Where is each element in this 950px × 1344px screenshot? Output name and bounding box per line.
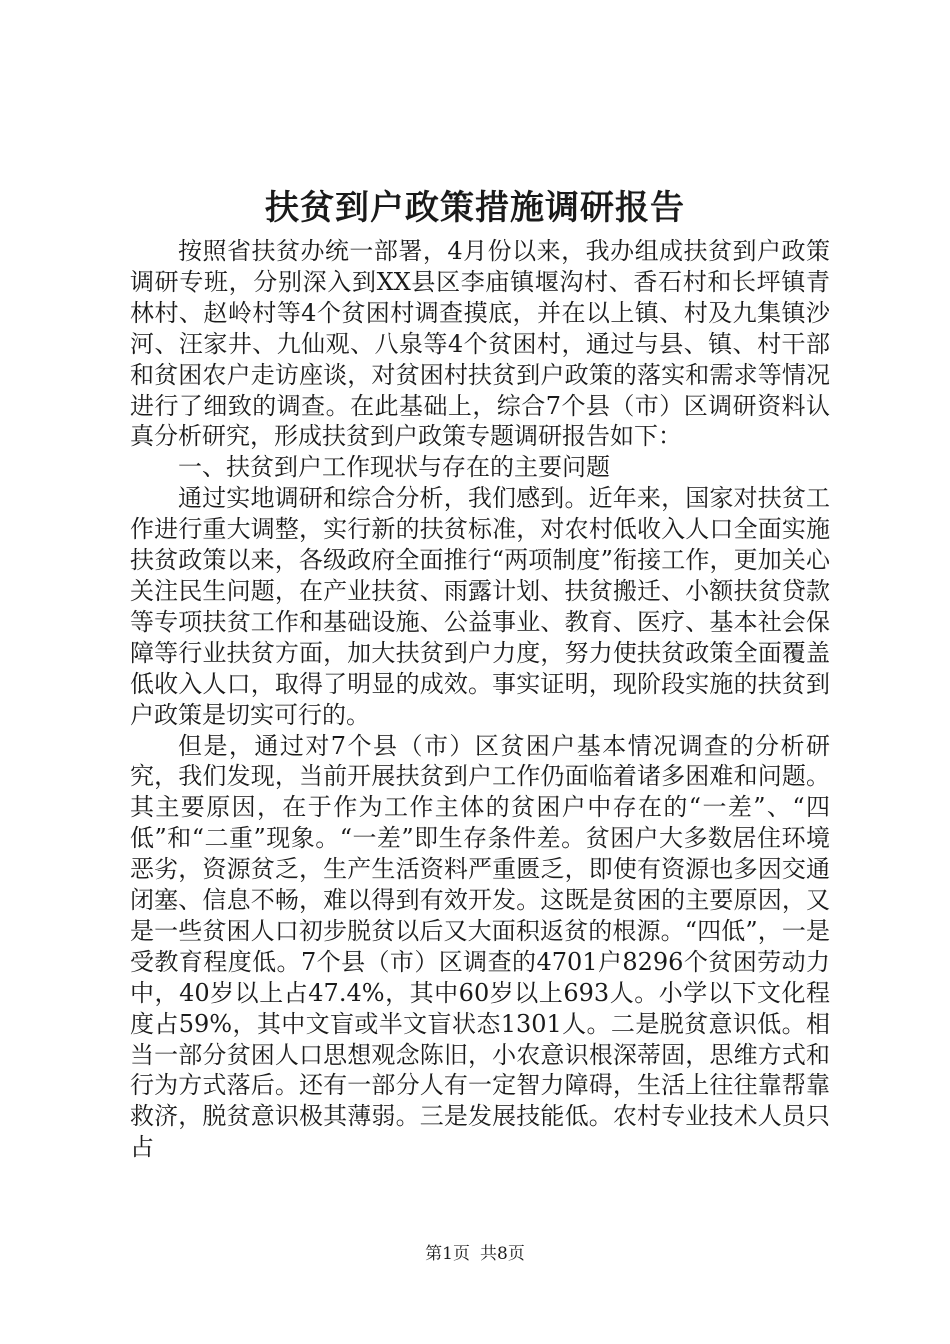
section-heading: 一、扶贫到户工作现状与存在的主要问题 (178, 453, 610, 482)
page-total: 共8页 (480, 1244, 525, 1264)
page-footer (0, 1243, 950, 1265)
paragraph-status: 通过实地调研和综合分析，我们感到。近年来，国家对扶贫工作进行重大调整，实行新的扶贫标准，对农村低收入人口全面实施扶贫政策以来，各级政府全面推行“两项制度”衔接工作，更加关心关注民生问题，在产业扶贫、雨露计划、扶贫搬迁、小额扶贫贷款等专项扶贫工作和基础设施、公益事业、教育、医疗、基本社会保障等行业扶贫方面，加大扶贫到户力度，努力使扶贫政策全面覆盖低收入人口，取得了明显的成效。事实证明，现阶段实施的扶贫到户政策是切实可行的。 (130, 484, 830, 729)
paragraph-problems: 但是，通过对7个县（市）区贫困户基本情况调查的分析研究，我们发现，当前开展扶贫到户工作仍面临着诸多困难和问题。其主要原因，在于作为工作主体的贫困户中存在的“一差”、“四低”和“二重”现象。“一差”即生存条件差。贫困户大多数居住环境恶劣，资源贫乏，生产生活资料严重匮乏，即使有资源也多因交通闭塞、信息不畅，难以得到有效开发。这既是贫困的主要原因，又是一些贫困人口初步脱贫以后又大面积返贫的根源。“四低”，一是受教育程度低。7个县（市）区调查的4701户8296个贫困劳动力中，40岁以上占47.4%，其中60岁以上693人。小学以下文化程度占59%，其中文盲或半文盲状态1301人。二是脱贫意识低。相当一部分贫困人口思想观念陈旧，小农意识根深蒂固，思维方式和行为方式落后。还有一部分人有一定智力障碍，生活上往往靠帮靠救济，脱贫意识极其薄弱。三是发展技能低。农村专业技术人员只占 (130, 731, 830, 1162)
page-number: 第1页 (425, 1244, 470, 1264)
paragraph-intro: 按照省扶贫办统一部署，4月份以来，我办组成扶贫到户政策调研专班，分别深入到XX县区李庙镇堰沟村、香石村和长坪镇青林村、赵岭村等4个贫困村调查摸底，并在以上镇、村及九集镇沙河、汪家井、九仙观、八泉等4个贫困村，通过与县、镇、村干部和贫困农户走访座谈，对贫困村扶贫到户政策的落实和需求等情况进行了细致的调查。在此基础上，综合7个县（市）区调研资料认真分析研究，形成扶贫到户政策专题调研报告如下： (130, 237, 830, 451)
document-title: 扶贫到户政策措施调研报告 (265, 188, 685, 228)
document-body (130, 236, 830, 1163)
